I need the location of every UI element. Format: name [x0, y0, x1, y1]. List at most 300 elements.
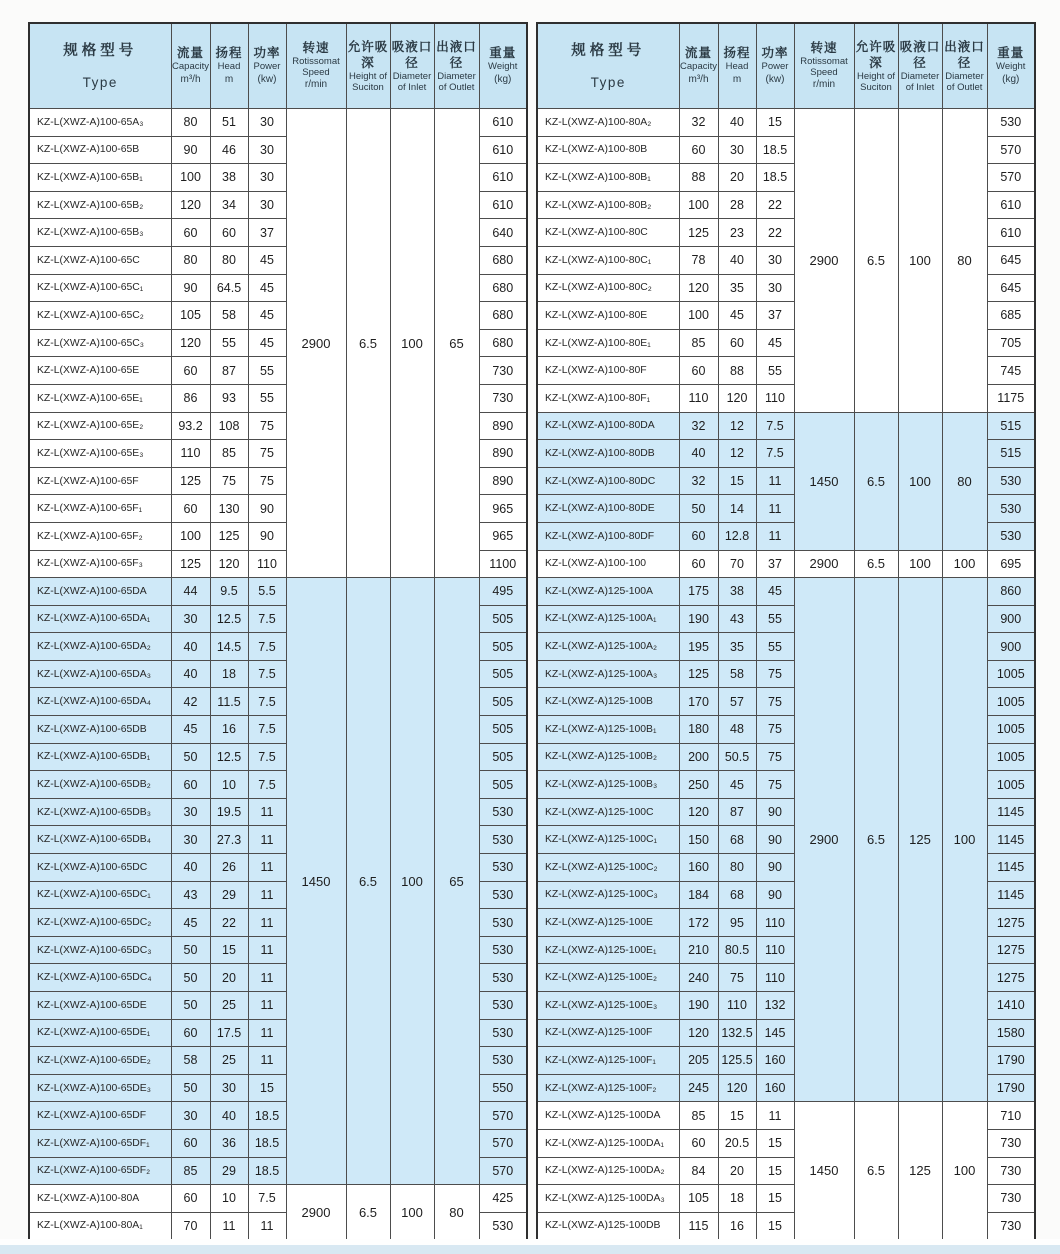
power-cell: 11 — [248, 909, 286, 937]
column-header-power-unit: (kw) — [257, 73, 277, 85]
speed-cell: 1450 — [794, 1102, 854, 1240]
head-cell: 80 — [210, 246, 248, 274]
weight-cell: 610 — [479, 136, 527, 164]
type-cell: KZ-L(XWZ-A)100-80C₁ — [537, 246, 679, 274]
type-cell: KZ-L(XWZ-A)125-100DA₁ — [537, 1129, 679, 1157]
power-cell: 145 — [756, 1019, 794, 1047]
power-cell: 110 — [756, 964, 794, 992]
power-cell: 15 — [756, 109, 794, 137]
power-cell: 110 — [248, 550, 286, 578]
column-header-weight-unit: (kg) — [494, 73, 512, 85]
type-cell: KZ-L(XWZ-A)125-100B₁ — [537, 716, 679, 744]
power-cell: 7.5 — [248, 605, 286, 633]
weight-cell: 1005 — [987, 743, 1035, 771]
type-cell: KZ-L(XWZ-A)100-65B₂ — [29, 191, 171, 219]
power-cell: 75 — [248, 412, 286, 440]
head-cell: 132.5 — [718, 1019, 756, 1047]
weight-cell: 515 — [987, 412, 1035, 440]
column-header-power — [248, 23, 286, 109]
column-header-outlet_diameter-cn: 出液口径 — [436, 39, 477, 70]
weight-cell: 730 — [479, 384, 527, 412]
power-cell: 30 — [756, 246, 794, 274]
weight-cell: 505 — [479, 633, 527, 661]
power-cell: 7.5 — [756, 440, 794, 468]
power-cell: 7.5 — [248, 771, 286, 799]
capacity-cell: 30 — [171, 798, 210, 826]
head-cell: 57 — [718, 688, 756, 716]
power-cell: 15 — [756, 1212, 794, 1240]
capacity-cell: 100 — [679, 302, 718, 330]
power-cell: 7.5 — [248, 743, 286, 771]
type-cell: KZ-L(XWZ-A)100-65A₃ — [29, 109, 171, 137]
outlet_diameter-cell: 65 — [434, 578, 479, 1185]
head-cell: 12.5 — [210, 743, 248, 771]
column-header-suction_height-cn: 允许吸深 — [347, 39, 389, 70]
type-cell: KZ-L(XWZ-A)125-100E₂ — [537, 964, 679, 992]
type-cell: KZ-L(XWZ-A)100-65C₃ — [29, 329, 171, 357]
type-cell: KZ-L(XWZ-A)100-65F — [29, 467, 171, 495]
capacity-cell: 84 — [679, 1157, 718, 1185]
capacity-cell: 105 — [679, 1185, 718, 1213]
power-cell: 45 — [248, 329, 286, 357]
power-cell: 11 — [248, 1212, 286, 1240]
type-cell: KZ-L(XWZ-A)100-80E — [537, 302, 679, 330]
capacity-cell: 170 — [679, 688, 718, 716]
weight-cell: 570 — [479, 1129, 527, 1157]
weight-cell: 505 — [479, 716, 527, 744]
type-cell: KZ-L(XWZ-A)100-65DE — [29, 992, 171, 1020]
column-header-weight — [479, 23, 527, 109]
power-cell: 22 — [756, 219, 794, 247]
column-header-inlet_diameter-cn: 吸液口径 — [391, 39, 433, 70]
power-cell: 11 — [756, 495, 794, 523]
head-cell: 12.8 — [718, 522, 756, 550]
head-cell: 35 — [718, 274, 756, 302]
head-cell: 36 — [210, 1129, 248, 1157]
head-cell: 40 — [210, 1102, 248, 1130]
column-header-head-cn: 扬程 — [215, 46, 243, 61]
weight-cell: 530 — [987, 495, 1035, 523]
column-header-suction_height-cn: 允许吸深 — [855, 39, 897, 70]
pump-spec-table-left — [28, 22, 528, 1241]
head-cell: 12.5 — [210, 605, 248, 633]
capacity-cell: 50 — [171, 1074, 210, 1102]
capacity-cell: 125 — [171, 550, 210, 578]
speed-cell: 2900 — [794, 578, 854, 1102]
column-header-speed-en: Rotissomat Speed — [292, 56, 340, 78]
weight-cell: 680 — [479, 329, 527, 357]
capacity-cell: 120 — [171, 329, 210, 357]
capacity-cell: 30 — [171, 1102, 210, 1130]
type-cell: KZ-L(XWZ-A)125-100C₃ — [537, 881, 679, 909]
type-cell: KZ-L(XWZ-A)100-65DF — [29, 1102, 171, 1130]
type-cell: KZ-L(XWZ-A)125-100A — [537, 578, 679, 606]
inlet_diameter-cell: 100 — [390, 1185, 434, 1240]
type-cell: KZ-L(XWZ-A)100-65DC₄ — [29, 964, 171, 992]
head-cell: 26 — [210, 854, 248, 882]
column-header-power-en: Power — [761, 61, 789, 73]
column-header-capacity — [171, 23, 210, 109]
suction_height-cell: 6.5 — [346, 1185, 390, 1240]
weight-cell: 680 — [479, 302, 527, 330]
capacity-cell: 110 — [679, 384, 718, 412]
column-header-type — [537, 23, 679, 109]
weight-cell: 495 — [479, 578, 527, 606]
weight-cell: 860 — [987, 578, 1035, 606]
type-cell: KZ-L(XWZ-A)100-65B — [29, 136, 171, 164]
suction_height-cell: 6.5 — [346, 578, 390, 1185]
capacity-cell: 78 — [679, 246, 718, 274]
pump-spec-table-right — [536, 22, 1036, 1241]
capacity-cell: 120 — [679, 1019, 718, 1047]
type-cell: KZ-L(XWZ-A)100-65B₃ — [29, 219, 171, 247]
head-cell: 9.5 — [210, 578, 248, 606]
column-header-outlet_diameter-en: Diameter of Outlet — [945, 71, 984, 93]
weight-cell: 645 — [987, 246, 1035, 274]
speed-cell: 1450 — [794, 412, 854, 550]
type-cell: KZ-L(XWZ-A)100-65DB — [29, 716, 171, 744]
capacity-cell: 32 — [679, 412, 718, 440]
capacity-cell: 42 — [171, 688, 210, 716]
outlet_diameter-cell: 100 — [942, 1102, 987, 1240]
suction_height-cell: 6.5 — [854, 550, 898, 578]
column-header-type-cn: 规格型号 — [63, 42, 138, 59]
head-cell: 93 — [210, 384, 248, 412]
head-cell: 130 — [210, 495, 248, 523]
speed-cell: 1450 — [286, 578, 346, 1185]
capacity-cell: 32 — [679, 467, 718, 495]
head-cell: 60 — [718, 329, 756, 357]
head-cell: 95 — [718, 909, 756, 937]
capacity-cell: 100 — [171, 522, 210, 550]
type-cell: KZ-L(XWZ-A)100-65DE₁ — [29, 1019, 171, 1047]
weight-cell: 890 — [479, 440, 527, 468]
weight-cell: 505 — [479, 743, 527, 771]
type-cell: KZ-L(XWZ-A)100-65DE₂ — [29, 1047, 171, 1075]
head-cell: 14 — [718, 495, 756, 523]
head-cell: 40 — [718, 246, 756, 274]
column-header-type — [29, 23, 171, 109]
weight-cell: 1005 — [987, 771, 1035, 799]
column-header-inlet_diameter — [390, 23, 434, 109]
type-cell: KZ-L(XWZ-A)100-80A₂ — [537, 109, 679, 137]
power-cell: 11 — [248, 881, 286, 909]
capacity-cell: 125 — [679, 219, 718, 247]
column-header-weight-cn: 重量 — [997, 46, 1025, 61]
type-cell: KZ-L(XWZ-A)100-65DB₁ — [29, 743, 171, 771]
weight-cell: 1275 — [987, 909, 1035, 937]
power-cell: 15 — [756, 1185, 794, 1213]
type-cell: KZ-L(XWZ-A)100-65DA₂ — [29, 633, 171, 661]
type-cell: KZ-L(XWZ-A)100-65DC₁ — [29, 881, 171, 909]
type-cell: KZ-L(XWZ-A)125-100A₂ — [537, 633, 679, 661]
type-cell: KZ-L(XWZ-A)100-65C₁ — [29, 274, 171, 302]
capacity-cell: 110 — [171, 440, 210, 468]
power-cell: 55 — [248, 384, 286, 412]
column-header-speed — [794, 23, 854, 109]
weight-cell: 550 — [479, 1074, 527, 1102]
weight-cell: 530 — [987, 109, 1035, 137]
column-header-speed-cn: 转速 — [302, 40, 330, 55]
capacity-cell: 175 — [679, 578, 718, 606]
power-cell: 18.5 — [248, 1157, 286, 1185]
type-cell: KZ-L(XWZ-A)100-80DB — [537, 440, 679, 468]
weight-cell: 505 — [479, 688, 527, 716]
head-cell: 29 — [210, 1157, 248, 1185]
capacity-cell: 60 — [171, 357, 210, 385]
type-cell: KZ-L(XWZ-A)125-100F₁ — [537, 1047, 679, 1075]
column-header-inlet_diameter — [898, 23, 942, 109]
power-cell: 11 — [756, 467, 794, 495]
weight-cell: 1005 — [987, 688, 1035, 716]
weight-cell: 1410 — [987, 992, 1035, 1020]
capacity-cell: 150 — [679, 826, 718, 854]
weight-cell: 640 — [479, 219, 527, 247]
weight-cell: 1145 — [987, 826, 1035, 854]
weight-cell: 745 — [987, 357, 1035, 385]
inlet_diameter-cell: 100 — [898, 550, 942, 578]
column-header-capacity-unit: m³/h — [180, 73, 201, 85]
column-header-head-unit: m — [732, 73, 742, 85]
head-cell: 75 — [718, 964, 756, 992]
head-cell: 75 — [210, 467, 248, 495]
head-cell: 38 — [210, 164, 248, 192]
capacity-cell: 86 — [171, 384, 210, 412]
power-cell: 15 — [248, 1074, 286, 1102]
type-cell: KZ-L(XWZ-A)100-80DF — [537, 522, 679, 550]
column-header-weight-cn: 重量 — [489, 46, 517, 61]
speed-cell: 2900 — [286, 109, 346, 578]
head-cell: 10 — [210, 1185, 248, 1213]
type-cell: KZ-L(XWZ-A)100-80B₂ — [537, 191, 679, 219]
weight-cell: 680 — [479, 274, 527, 302]
type-cell: KZ-L(XWZ-A)100-80E₁ — [537, 329, 679, 357]
capacity-cell: 60 — [679, 357, 718, 385]
type-cell: KZ-L(XWZ-A)100-65DF₁ — [29, 1129, 171, 1157]
head-cell: 17.5 — [210, 1019, 248, 1047]
type-cell: KZ-L(XWZ-A)100-65DC — [29, 854, 171, 882]
column-header-type-cn: 规格型号 — [571, 42, 646, 59]
head-cell: 19.5 — [210, 798, 248, 826]
power-cell: 45 — [248, 274, 286, 302]
column-header-head — [210, 23, 248, 109]
column-header-inlet_diameter-en: Diameter of Inlet — [392, 71, 432, 93]
power-cell: 7.5 — [248, 716, 286, 744]
power-cell: 75 — [756, 771, 794, 799]
weight-cell: 530 — [479, 909, 527, 937]
suction_height-cell: 6.5 — [346, 109, 390, 578]
power-cell: 11 — [248, 992, 286, 1020]
capacity-cell: 50 — [679, 495, 718, 523]
capacity-cell: 60 — [171, 771, 210, 799]
capacity-cell: 190 — [679, 605, 718, 633]
head-cell: 125.5 — [718, 1047, 756, 1075]
type-cell: KZ-L(XWZ-A)125-100DA₂ — [537, 1157, 679, 1185]
head-cell: 29 — [210, 881, 248, 909]
type-cell: KZ-L(XWZ-A)100-65DA — [29, 578, 171, 606]
capacity-cell: 93.2 — [171, 412, 210, 440]
type-cell: KZ-L(XWZ-A)100-65E₃ — [29, 440, 171, 468]
weight-cell: 515 — [987, 440, 1035, 468]
capacity-cell: 50 — [171, 743, 210, 771]
weight-cell: 1005 — [987, 716, 1035, 744]
weight-cell: 685 — [987, 302, 1035, 330]
type-cell: KZ-L(XWZ-A)100-65DE₃ — [29, 1074, 171, 1102]
power-cell: 30 — [248, 136, 286, 164]
power-cell: 110 — [756, 936, 794, 964]
type-cell: KZ-L(XWZ-A)125-100DA₃ — [537, 1185, 679, 1213]
head-cell: 87 — [210, 357, 248, 385]
capacity-cell: 60 — [679, 522, 718, 550]
table-header — [29, 23, 527, 109]
inlet_diameter-cell: 125 — [898, 1102, 942, 1240]
inlet_diameter-cell: 125 — [898, 578, 942, 1102]
head-cell: 46 — [210, 136, 248, 164]
power-cell: 90 — [756, 881, 794, 909]
capacity-cell: 205 — [679, 1047, 718, 1075]
table-body — [537, 109, 1035, 1240]
power-cell: 30 — [248, 109, 286, 137]
power-cell: 90 — [756, 798, 794, 826]
column-header-type-en: Type — [82, 75, 118, 91]
power-cell: 18.5 — [756, 164, 794, 192]
type-cell: KZ-L(XWZ-A)100-65E₂ — [29, 412, 171, 440]
type-cell: KZ-L(XWZ-A)125-100DB — [537, 1212, 679, 1240]
capacity-cell: 105 — [171, 302, 210, 330]
type-cell: KZ-L(XWZ-A)125-100E₁ — [537, 936, 679, 964]
type-cell: KZ-L(XWZ-A)100-65B₁ — [29, 164, 171, 192]
column-header-speed-unit: r/min — [304, 79, 328, 91]
capacity-cell: 40 — [171, 660, 210, 688]
weight-cell: 965 — [479, 495, 527, 523]
column-header-inlet_diameter-en: Diameter of Inlet — [900, 71, 940, 93]
capacity-cell: 85 — [171, 1157, 210, 1185]
power-cell: 5.5 — [248, 578, 286, 606]
type-cell: KZ-L(XWZ-A)125-100A₁ — [537, 605, 679, 633]
power-cell: 11 — [756, 1102, 794, 1130]
head-cell: 14.5 — [210, 633, 248, 661]
weight-cell: 730 — [987, 1157, 1035, 1185]
column-header-power-en: Power — [253, 61, 281, 73]
capacity-cell: 120 — [679, 798, 718, 826]
type-cell: KZ-L(XWZ-A)100-65E₁ — [29, 384, 171, 412]
type-cell: KZ-L(XWZ-A)125-100C₁ — [537, 826, 679, 854]
spec-sheet — [28, 22, 1036, 1241]
outlet_diameter-cell: 100 — [942, 578, 987, 1102]
capacity-cell: 60 — [171, 495, 210, 523]
type-cell: KZ-L(XWZ-A)100-65DB₂ — [29, 771, 171, 799]
power-cell: 11 — [756, 522, 794, 550]
capacity-cell: 190 — [679, 992, 718, 1020]
weight-cell: 610 — [987, 219, 1035, 247]
capacity-cell: 210 — [679, 936, 718, 964]
weight-cell: 530 — [479, 936, 527, 964]
head-cell: 48 — [718, 716, 756, 744]
head-cell: 120 — [718, 384, 756, 412]
column-header-head-en: Head — [217, 61, 241, 73]
weight-cell: 530 — [479, 1047, 527, 1075]
power-cell: 11 — [248, 936, 286, 964]
type-cell: KZ-L(XWZ-A)100-80DC — [537, 467, 679, 495]
column-header-speed-unit: r/min — [812, 79, 836, 91]
table-row — [29, 109, 527, 137]
column-header-speed — [286, 23, 346, 109]
capacity-cell: 40 — [171, 633, 210, 661]
weight-cell: 570 — [987, 164, 1035, 192]
power-cell: 37 — [756, 550, 794, 578]
head-cell: 45 — [718, 771, 756, 799]
head-cell: 50.5 — [718, 743, 756, 771]
table-row — [537, 550, 1035, 578]
power-cell: 11 — [248, 1047, 286, 1075]
header-row — [29, 23, 527, 109]
column-header-capacity-cn: 流量 — [176, 46, 204, 61]
head-cell: 20.5 — [718, 1129, 756, 1157]
capacity-cell: 88 — [679, 164, 718, 192]
power-cell: 75 — [756, 688, 794, 716]
weight-cell: 530 — [479, 798, 527, 826]
capacity-cell: 195 — [679, 633, 718, 661]
head-cell: 15 — [210, 936, 248, 964]
weight-cell: 900 — [987, 633, 1035, 661]
power-cell: 90 — [248, 522, 286, 550]
capacity-cell: 60 — [679, 550, 718, 578]
head-cell: 11 — [210, 1212, 248, 1240]
inlet_diameter-cell: 100 — [898, 109, 942, 413]
capacity-cell: 184 — [679, 881, 718, 909]
power-cell: 11 — [248, 964, 286, 992]
column-header-capacity-en: Capacity — [680, 61, 717, 73]
type-cell: KZ-L(XWZ-A)125-100C — [537, 798, 679, 826]
speed-cell: 2900 — [286, 1185, 346, 1240]
head-cell: 110 — [718, 992, 756, 1020]
capacity-cell: 45 — [171, 909, 210, 937]
table-header — [537, 23, 1035, 109]
type-cell: KZ-L(XWZ-A)100-65DB₃ — [29, 798, 171, 826]
weight-cell: 505 — [479, 660, 527, 688]
capacity-cell: 30 — [171, 605, 210, 633]
column-header-speed-cn: 转速 — [810, 40, 838, 55]
power-cell: 75 — [756, 716, 794, 744]
head-cell: 51 — [210, 109, 248, 137]
suction_height-cell: 6.5 — [854, 1102, 898, 1240]
table-row — [537, 412, 1035, 440]
head-cell: 30 — [718, 136, 756, 164]
head-cell: 58 — [210, 302, 248, 330]
speed-cell: 2900 — [794, 109, 854, 413]
head-cell: 55 — [210, 329, 248, 357]
weight-cell: 1145 — [987, 854, 1035, 882]
weight-cell: 505 — [479, 605, 527, 633]
column-header-power — [756, 23, 794, 109]
weight-cell: 505 — [479, 771, 527, 799]
type-cell: KZ-L(XWZ-A)100-65E — [29, 357, 171, 385]
weight-cell: 1005 — [987, 660, 1035, 688]
weight-cell: 425 — [479, 1185, 527, 1213]
weight-cell: 1275 — [987, 936, 1035, 964]
head-cell: 64.5 — [210, 274, 248, 302]
capacity-cell: 250 — [679, 771, 718, 799]
column-header-capacity-en: Capacity — [172, 61, 209, 73]
type-cell: KZ-L(XWZ-A)100-65C — [29, 246, 171, 274]
weight-cell: 1275 — [987, 964, 1035, 992]
head-cell: 87 — [718, 798, 756, 826]
power-cell: 37 — [756, 302, 794, 330]
power-cell: 7.5 — [248, 688, 286, 716]
weight-cell: 530 — [987, 467, 1035, 495]
power-cell: 15 — [756, 1157, 794, 1185]
column-header-capacity — [679, 23, 718, 109]
